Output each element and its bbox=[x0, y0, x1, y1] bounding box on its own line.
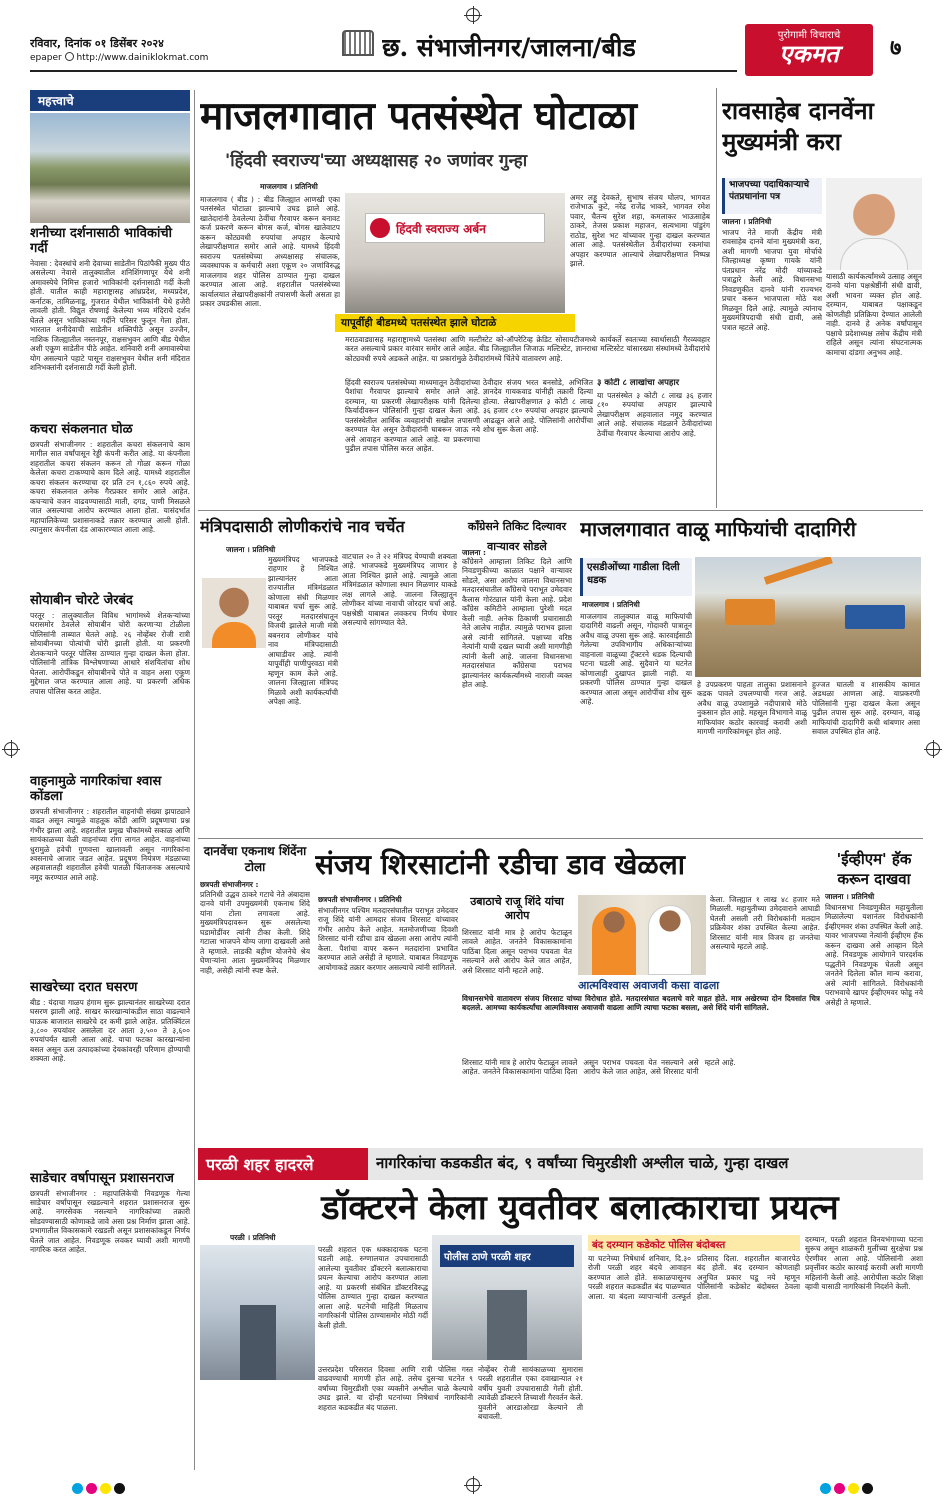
story-title: साखरेच्या दरात घसरण bbox=[30, 979, 138, 995]
candidate-right bbox=[648, 905, 692, 975]
excavator-body bbox=[725, 599, 775, 625]
page-number: ७ bbox=[890, 35, 902, 61]
lead-subdeck: ३ कोटी ८ लाखांचा अपहार bbox=[597, 378, 680, 388]
sand-byline: माजलगाव । प्रतिनिधी bbox=[582, 600, 640, 609]
police-station-photo bbox=[432, 1235, 582, 1360]
portrait-shirt bbox=[840, 238, 908, 270]
evm-body: विधानसभा निवडणुकीत महायुतीला मिळालेल्या यशानंतर विरोधकांनी ईव्हीएमवर शंका उपस्थित केली आहे. यावर भाजपच्या नेत्यांनी ईव्हीएम हॅक करून दाखवा असे आव्हान दिले आहे. निवडणूक आयोगाने पारदर्शक पद्धतीने निवडणूक घेतली असून जनतेने दिलेला कौल मान्य करावा, असे त्यांनी सांगितले. विरोधकांनी पराभवाचे खापर ईव्हीएमवर फोडू नये असेही ते म्हणाले. bbox=[825, 903, 923, 1007]
brand-logo bbox=[745, 24, 873, 76]
danve-portrait bbox=[826, 178, 922, 270]
story-body: छत्रपती संभाजीनगर : शहरातील वाहनांची संख्या झपाट्याने वाढत असून त्यामुळे वाहतूक कोंडी आणि प्रदूषणाचा प्रश्न गंभीर झाला आहे. शहरातील प्रमुख चौकांमध्ये सकाळ आणि सायंकाळच्या वेळी वाहनांच्या रांगा लागत आहेत. वाहनांच्या धुरामुळे हवेची गुणवत्ता खालावली असून नागरिकांना श्वसनाचे आजार जडत आहेत. प्रदूषण नियंत्रण मंडळाच्या अहवालातही शहरातील हवेची पातळी चिंताजनक असल्याचे नमूद करण्यात आले आहे. bbox=[30, 806, 190, 882]
parli-col-4: या घटनेच्या निषेधार्थ शनिवार, दि.३० रोजी परळी शहर बंदचे आवाहन करण्यात आले होते. सकाळपासूनच परळी शहरात कडकडीत बंद पाळण्यात आला. या बंदला व्यापाऱ्यांनी उत्स्फूर्त प्रतिसाद दिला. शहरातील बाजारपेठ बंद होती. बंद दरम्यान कोणताही अनुचित प्रकार घडू नये म्हणून पोलिसांनी कडेकोट बंदोबस्त ठेवला होता. bbox=[588, 1254, 800, 1301]
sand-deck: एसडीओंच्या गाडीला दिली धडक bbox=[587, 562, 680, 586]
candidates-photo bbox=[578, 895, 706, 975]
color-swatch-icon bbox=[862, 1483, 873, 1494]
temple-crowd-photo bbox=[30, 113, 190, 223]
parli-strip-label: परळी शहर हादरले bbox=[198, 1148, 368, 1180]
color-swatch-icon bbox=[72, 1483, 83, 1494]
sand-col-2: हे उपप्रकरण पाहता तालुका प्रशासनाने कडक पावले उचलण्याची गरज आहे. अवैध वाळू उपशामुळे नदीपात्राचे मोठे नुकसान होत आहे. महसूल विभागाने वाळू माफियांवर कठोर कारवाई करावी अशी मागणी नागरिकांमधून होत आहे. bbox=[697, 680, 807, 737]
danve-col-2: यासाठी कार्यकर्त्यांमध्ये उत्साह असून दानवे यांना पक्षश्रेष्ठींनी संधी द्यावी, अशी भावना व्यक्त होत आहे. दरम्यान, याबाबत पक्षाकडून कोणतीही प्रतिक्रिया देण्यात आलेली नाही. दानवे हे अनेक वर्षांपासून पक्षाचे प्रदेशाध्यक्ष तसेच केंद्रीय मंत्री राहिले असून त्यांना संघटनात्मक कामाचा दांडगा अनुभव आहे. bbox=[826, 272, 922, 357]
parli-headline: डॉक्टरने केला युवतीवर बलात्काराचा प्रयत्न bbox=[321, 1188, 839, 1228]
shirsat-col-4 bbox=[462, 1058, 820, 1140]
shirsat-deck: उबाठाचे राजू शिंदे यांचा आरोप bbox=[470, 895, 564, 922]
parli-byline: परळी । प्रतिनिधी bbox=[230, 1233, 276, 1242]
story-body: छत्रपती संभाजीनगर : शहरातील कचरा संकलनाचे काम मागील सात वर्षांपासून रेड्डी कंपनी करीत आहे. या कंपनीला शहरातील कचरा संकलन करून तो गोळा करून गोळा केलेला कचरा टाकण्याचे काम दिले आहे. यामध्ये शहरातील कचरा संकलन करण्याचा दर प्रति टन १,८६० रुपये आहे. कचरा संकलनात अनेक गैरप्रकार समोर आले आहेत. कचऱ्याचे वजन वाढवण्यासाठी माती, दगड, पाणी मिसळले जात असल्याचा आरोप करण्यात आला होता. यासंदर्भात महापालिकेच्या प्रशासनाकडे तक्रार करण्यात आली होती. त्यानुसार कंपनीला दंड आकारण्यात आला आहे. bbox=[30, 439, 190, 535]
lonikar-col-1: मुख्यमंत्रिपद भाजपकडे राहणार हे निश्चित झाल्यानंतर आता राज्यातील मंत्रिमंडळात कोणाला संधी मिळणार याबाबत चर्चा सुरू आहे. परतूर मतदारसंघातून विजयी झालेले माजी मंत्री बबनराव लोणीकर यांचे नाव मंत्रिपदासाठी आघाडीवर आहे. त्यांनी यापूर्वीही पाणीपुरवठा मंत्री म्हणून काम केले आहे. जालना जिल्ह्याला मंत्रिपद मिळावे अशी कार्यकर्त्यांची अपेक्षा आहे. bbox=[268, 555, 338, 707]
color-swatch-icon bbox=[848, 1483, 859, 1494]
epaper-label: epaper bbox=[30, 53, 62, 63]
danve-byline: जालना । प्रतिनिधी bbox=[722, 217, 772, 226]
lead-col-2: हिंदवी स्वराज्य पतसंस्थेच्या माध्यमातून ठेवीदारांच्या पैशांचा गैरवापर झाल्याचे समोर आले आहे. दरम्यान, या प्रकरणी लेखापरीक्षक यांनी दिलेल्या फिर्यादीवरून पोलिसांनी गुन्हा दाखल केला आहे. पतसंस्थेतील आर्थिक व्यवहारांची सखोल तपासणी करण्यात येत असून ठेवीदारांनी घाबरून जाऊ नये असे आवाहन करण्यात आले आहे. या प्रकरणाचा पुढील तपास पोलिस करत आहेत. bbox=[345, 378, 480, 454]
sand-col-3: हुज्जत घातली व शासकीय कामात अडथळा आणला आहे. याप्रकरणी पोलिसांनी गुन्हा दाखल केला असून पुढील तपास सुरू आहे. दरम्यान, वाळू माफियांची दादागिरी कधी थांबणार असा सवाल उपस्थित होत आहे. bbox=[812, 680, 920, 737]
shirsat-caption-body: विधानसभेचे वातावरण संजय शिरसाट यांच्या विरोधात होते. मतदारसंघात बदलाचे वारे वाहत होते. मात्र अखेरच्या दोन दिवसांत चित्र बदलले. आमच्या कार्यकर्त्यांचा आत्मविश्वास अवाजवी वाढला आणि त्याचा फटका बसला, असे शिंदे यांनी सांगितले. bbox=[462, 994, 820, 1013]
horizontal-rule bbox=[198, 510, 923, 511]
danve-shinde-byline: छत्रपती संभाजीनगर : bbox=[200, 880, 259, 889]
excavator-photo bbox=[695, 557, 921, 677]
shirsat-col-3: केला. जिल्ह्यात १ लाख ४८ हजार मते मिळाली. महायुतीच्या उमेदवाराने आघाडी घेतली असली तरी विरोधकांनी मतदान प्रक्रियेवर शंका उपस्थित केल्या आहेत. शिरसाट यांनी मात्र विजय हा जनतेचा असल्याचे म्हटले आहे. bbox=[710, 895, 820, 952]
evm-byline: जालना । प्रतिनिधी bbox=[825, 892, 875, 901]
station-door bbox=[487, 1290, 527, 1360]
parli-subhead: बंद दरम्यान कडेकोट पोलिस बंदोबस्त bbox=[592, 1240, 726, 1251]
registration-mark-icon bbox=[926, 742, 940, 756]
signboard-logo-icon bbox=[370, 218, 390, 238]
danve-deck: भाजपच्या पदाधिकाऱ्याचे पंतप्रधानांना पत्र bbox=[729, 180, 810, 202]
edition-logo-icon bbox=[342, 30, 374, 56]
left-column bbox=[30, 90, 190, 1470]
registration-mark-icon bbox=[466, 1478, 480, 1492]
parli-col-5: दरम्यान, परळी शहरात विनयभंगाच्या घटना सुरूच असून शाळकरी मुलींच्या सुरक्षेचा प्रश्न ऐरणीवर आला आहे. पोलिसांनी अशा प्रवृत्तींवर कठोर कारवाई करावी अशी मागणी महिलांनी केली आहे. आरोपीला कठोर शिक्षा व्हावी यासाठी नागरिकांनी निदर्शने केली. bbox=[805, 1235, 923, 1292]
lead-strip: मराठवाड्यासह महाराष्ट्रामध्ये पतसंस्था आणि मल्टीस्टेट को-ऑपरेटिव्ह क्रेडिट सोसायटीजमध्ये कार्यकर्ते स्वतःच्या स्वार्थासाठी गैरव्यवहार करत असल्याचे प्रकार वारंवार समोर आले आहेत. बीड जिल्ह्यातील जिजाऊ मल्टिस्टेट, ज्ञानराधा मल्टिस्टेट यांसारख्या संस्थांमध्ये ठेवीदारांचे कोट्यवधी रुपये अडकले आहेत. या प्रकारांमुळे ठेवीदारांमध्ये चिंतेचे वातावरण आहे. bbox=[345, 335, 710, 363]
lead-col-5-text: या पतसंस्थेत ३ कोटी ८ लाख ३६ हजार ८१० रुपयांचा अपहार झाल्याचे लेखापरीक्षण अहवालात नमूद करण्यात आले आहे. संचालक मंडळाने ठेवीदारांच्या ठेवींचा गैरवापर केल्याचा आरोप आहे. bbox=[597, 390, 712, 438]
shirsat-byline: छत्रपती संभाजीनगर । प्रतिनिधी bbox=[318, 895, 402, 904]
candidate-left bbox=[592, 907, 636, 975]
shirsat-headline: संजय शिरसाटांनी रडीचा डाव खेळला bbox=[315, 848, 685, 881]
parli-col-1: परळी शहरात एक धक्कादायक घटना घडली आहे. रुग्णालयात उपचारासाठी आलेल्या युवतीवर डॉक्टरने बलात्काराचा प्रयत्न केल्याचा आरोप करण्यात आला आहे. या प्रकरणी संबंधित डॉक्टरविरुद्ध पोलिस ठाण्यात गुन्हा दाखल करण्यात आला आहे. घटनेची माहिती मिळताच नागरिकांनी पोलिस ठाण्यासमोर मोठी गर्दी केली होती. bbox=[318, 1245, 428, 1330]
lead-divider bbox=[716, 88, 717, 508]
story-title: वाहनामुळे नागरिकांचा श्वास कोंडला bbox=[30, 773, 162, 804]
registration-mark-icon bbox=[466, 8, 480, 22]
shirsat-col-1: संभाजीनगर पश्चिम मतदारसंघातील पराभूत उमेदवार राजू शिंदे यांनी आमदार संजय शिरसाट यांच्यावर गंभीर आरोप केले आहेत. मतमोजणीच्या दिवशी शिरसाट यांनी रडीचा डाव खेळला असा आरोप त्यांनी केला. पैशांचा वापर करून मतदारांना प्रभावित करण्यात आले असेही ते म्हणाले. याबाबत निवडणूक आयोगाकडे तक्रार करणार असल्याचे त्यांनी सांगितले. bbox=[318, 906, 458, 972]
danve-shinde-headline: दानवेंचा एकनाथ शिंदेंना टोला bbox=[203, 844, 307, 875]
congress-headline-text: काँग्रेसने तिकिट दिल्यावर वाऱ्यावर सोडले bbox=[467, 520, 567, 553]
color-swatch-icon bbox=[834, 1483, 845, 1494]
congress-body: काँग्रेसने आम्हाला तिकिट दिले आणि निवडणुकीच्या काळात पक्षाने वाऱ्यावर सोडले, असा आरोप जालना विधानसभा मतदारसंघातील काँग्रेसचे पराभूत उमेदवार कैलास गोरंट्याल यांनी केला आहे. प्रदेश काँग्रेस कमिटीने आम्हाला पुरेशी मदत केली नाही. अनेक ठिकाणी प्रचारासाठी नेते आलेच नाहीत. त्यामुळे पराभव झाला असे त्यांनी सांगितले. पक्षाच्या वरिष्ठ नेत्यांनी याची दखल घ्यावी अशी मागणीही त्यांनी केली आहे. जालना विधानसभा मतदारसंघात काँग्रेसचा पराभव झाल्यानंतर कार्यकर्त्यांमध्ये नाराजी व्यक्त होत आहे. bbox=[462, 557, 572, 690]
lead-col-5 bbox=[597, 378, 712, 508]
header-rule bbox=[30, 70, 737, 72]
story-title: सोयाबीन चोरटे जेरबंद bbox=[30, 592, 133, 608]
credit-society-photo bbox=[345, 193, 565, 313]
lead-subhead: 'हिंदवी स्वराज्य'च्या अध्यक्षासह २० जणांवर गुन्हा bbox=[225, 151, 528, 171]
photo-caption-banner bbox=[335, 314, 575, 332]
globe-icon bbox=[65, 52, 74, 61]
story-body: छत्रपती संभाजीनगर : महापालिकेची निवडणूक गेल्या साडेचार वर्षांपासून रखडल्याने शहरात प्रशासनराज सुरू आहे. नगरसेवक नसल्याने नागरिकांच्या तक्रारी सोडवण्यासाठी कोणाकडे जावे असा प्रश्न निर्माण झाला आहे. प्रभागातील विकासकामे रखडली असून प्रशासकांकडून निर्णय घेतले जात आहेत. निवडणूक लवकर घ्यावी अशी मागणी नागरिक करत आहेत. bbox=[30, 1188, 190, 1255]
signboard-text: हिंदवी स्वराज्य अर्बन bbox=[396, 222, 486, 236]
color-swatch-icon bbox=[114, 1483, 125, 1494]
parli-col-2: उत्तरप्रदेश परिसरात दिवसा आणि रात्री पोलिस गस्त वाढवण्याची मागणी होत आहे. तसेच दुसऱ्या घटनेत ९ वर्षांच्या चिमुरडीशी एका व्यक्तीने अश्लील चाळे केल्याचे उघड झाले. या दोन्ही घटनांच्या निषेधार्थ नागरिकांनी शहरात कडकडीत बंद पाळला. bbox=[318, 1365, 473, 1412]
sand-col-1: माजलगाव तालुक्यात वाळू माफियांची दादागिरी वाढली असून, गोदावरी पात्रातून अवैध वाळू उपसा सुरू आहे. कारवाईसाठी गेलेल्या उपविभागीय अधिकाऱ्यांच्या वाहनाला वाळूच्या ट्रॅक्टरने धडक दिल्याची घटना घडली आहे. सुदैवाने या घटनेत कोणालाही दुखापत झाली नाही. या प्रकरणी पोलिस ठाण्यात गुन्हा दाखल करण्यात आला असून आरोपींचा शोध सुरू आहे. bbox=[580, 612, 692, 707]
color-swatch-icon bbox=[86, 1483, 97, 1494]
edition-title: छ. संभाजीनगर/जालना/बीड bbox=[382, 33, 636, 62]
horizontal-rule bbox=[198, 838, 923, 839]
story-title: कचरा संकलनात घोळ bbox=[30, 421, 133, 437]
website-link[interactable]: http://www.dainiklokmat.com bbox=[76, 53, 209, 63]
shirsat-col-4-text: शिरसाट यांनी मात्र हे आरोप फेटाळून लावले आहेत. जनतेने विकासकामांना पाठिंबा दिला असून पराभव पचवता येत नसल्याने असे आरोप केले जात आहेत, असे शिरसाट यांनी म्हटले आहे. bbox=[462, 1058, 736, 1077]
color-swatch-icon bbox=[100, 1483, 111, 1494]
photo-caption: यापूर्वीही बीडमध्ये पतसंस्थेत झाले घोटाळे bbox=[341, 317, 497, 329]
truck bbox=[845, 605, 905, 629]
society-signboard bbox=[365, 213, 545, 243]
color-swatch-icon bbox=[820, 1483, 831, 1494]
lonikar-headline: मंत्रिपदासाठी लोणीकरांचे नाव चर्चेत bbox=[200, 517, 405, 536]
shirsat-col-2: शिरसाट यांनी मात्र हे आरोप फेटाळून लावले आहेत. जनतेने विकासकामांना पाठिंबा दिला असून पराभव पचवता येत नसल्याने असे आरोप केले जात आहेत, असे शिरसाट यांनी म्हटले आहे. bbox=[462, 928, 572, 975]
issue-date: रविवार, दिनांक ०१ डिसेंबर २०२४ bbox=[30, 37, 164, 50]
sand-deck-box bbox=[580, 558, 692, 596]
station-sign-text: पोलीस ठाणे परळी शहर bbox=[444, 1252, 531, 1263]
lead-byline: माजलगाव । प्रतिनिधी bbox=[260, 182, 318, 191]
story-body: परतूर : तालुक्यातील विविध भागांमध्ये शेतकऱ्यांच्या घरासमोर ठेवलेले सोयाबीन चोरी करणाऱ्या टोळीला पोलिसांनी ताब्यात घेतले आहे. २६ नोव्हेंबर रोजी रात्री सोयाबीनच्या पोत्यांची चोरी झाली होती. या प्रकरणी शेतकऱ्याने परतूर पोलिस ठाण्यात गुन्हा दाखल केला होता. पोलिसांनी तांत्रिक विश्लेषणाच्या आधारे संशयितांचा शोध घेतला. आरोपींकडून सोयाबीनचे पोते व वाहन असा एकूण मुद्देमाल जप्त करण्यात आला आहे. या प्रकरणी अधिक तपास पोलिस करत आहेत. bbox=[30, 610, 190, 696]
lonikar-byline: जालना । प्रतिनिधी bbox=[226, 545, 276, 554]
shirsat-caption: आत्मविश्वास अवाजवी कसा वाढला bbox=[578, 979, 720, 992]
lead-col-3: अमर लड्डू देवकते, सुभाष संजय घोलप, भागवत राजेभाऊ कुटे, नरेंद्र राजेंद्र भाकरे, भागवत रमेश पवार, चैतन्य सुरेश शहा, कमलाकर भाऊसाहेब ठाकरे, तेजस प्रकाश महाजन, सत्यभामा पांडुरंग राठोड, सुरेश भट यांच्यावर गुन्हा दाखल करण्यात आला आहे. पतसंस्थेतील ठेवीदारांच्या रकमांचा अपहार करण्यात आल्याचे लेखापरीक्षणात निष्पन्न झाले. bbox=[570, 193, 710, 269]
parli-strip-text: नागरिकांचा कडकडीत बंद, ९ वर्षांच्या चिमुरडीशी अश्लील चाळे, गुन्हा दाखल bbox=[376, 1154, 789, 1172]
left-divider bbox=[194, 90, 195, 1470]
excavator-arm bbox=[764, 557, 833, 585]
registration-mark-icon bbox=[4, 742, 18, 756]
clinic-door bbox=[240, 1305, 276, 1380]
danve-deck-box bbox=[722, 178, 822, 214]
story-title: शनीच्या दर्शनासाठी भाविकांची गर्दी bbox=[30, 226, 173, 256]
parli-subhead-bar bbox=[588, 1235, 800, 1251]
congress-byline: जालना : bbox=[462, 548, 486, 557]
danve-headline: रावसाहेब दानवेंना मुख्यमंत्री करा bbox=[722, 96, 874, 157]
epaper-line bbox=[30, 52, 208, 63]
parli-strip bbox=[198, 1148, 923, 1180]
story-title: साडेचार वर्षापासून प्रशासनराज bbox=[30, 1170, 174, 1186]
station-signboard bbox=[440, 1245, 574, 1267]
sand-headline: माजलगावात वाळू माफियांची दादागिरी bbox=[580, 517, 856, 541]
lead-headline: माजलगावात पतसंस्थेत घोटाळा bbox=[200, 93, 637, 139]
doctor-clinic-photo bbox=[200, 1245, 315, 1380]
brand-tagline: पुरोगामी विचाराचे bbox=[777, 30, 841, 41]
lonikar-col-2: वाटचाल २० ते २२ मंत्रिपद येण्याची शक्यता आहे. भाजपकडे मुख्यमंत्रिपद जाणार हे आता निश्चित झाले आहे. त्यामुळे आता मंत्रिमंडळात कोणाला स्थान मिळणार याकडे लक्ष लागले आहे. जालना जिल्ह्यातून लोणीकर यांच्या नावाची जोरदार चर्चा आहे. पक्षश्रेष्ठी याबाबत लवकरच निर्णय घेणार असल्याचे सांगण्यात येते. bbox=[342, 552, 457, 628]
danve-col-1: भाजप नेते माजी केंद्रीय मंत्री रावसाहेब दानवे यांना मुख्यमंत्री करा, अशी मागणी भाजपा युवा मोर्चाचे जिल्हाध्यक्ष कृष्णा गायके यांनी पंतप्रधान नरेंद्र मोदी यांच्याकडे पत्राद्वारे केली आहे. विधानसभा निवडणुकीत दानवे यांनी राज्यभर प्रचार करून भाजपाला मोठे यश मिळवून दिले आहे. त्यामुळे त्यांनाच मुख्यमंत्रिपदाची संधी द्यावी, असे पत्रात म्हटले आहे. bbox=[722, 228, 822, 332]
evm-headline: 'ईव्हीएम' हॅक करून दाखवा bbox=[836, 850, 912, 888]
section-tag: महत्त्वाचे bbox=[30, 90, 190, 111]
story-body: नेवासा : देवस्थांचे शनी देवाच्या साडेतीन पिठांपैकी मुख्य पीठ असलेल्या नेवासे तालुक्यातील शनिशिंगणापूर येथे शनी अमावस्येचे निमित्त हजारो भाविकांनी दर्शनासाठी गर्दी केली होती. यातील काही महाराष्ट्रासह आंध्रप्रदेश, मध्यप्रदेश, कर्नाटक, तामिळनाडू, गुजरात येथील भाविकांनी येथे हजेरी लावली होती. विद्युत रोषणाई केलेल्या भव्य मंदिराचे दर्शन घेतले असून भाविकांच्या गर्दीने परिसर फुलून गेला होता. भारतात शनीदेवाची साडेतीन शक्तिपीठे असून उज्जैन, नाशिक जिल्ह्यातील नस्तनपूर, राक्षसभुवन आणि बीड येथील अशी एकूण साडेतीन पीठे आहेत. शनिवारी शनी अमावास्येचा योग असल्याने पहाटे पासून राक्षसभुवन येथील शनी मंदिरात शनिभक्तांनी दर्शनासाठी गर्दी केली होती. bbox=[30, 258, 190, 373]
lead-col-4: ठेवीदार संजय भरत बनसोडे, अभिजित ज्ञानदेव गायकवाड यांनीही तक्रारी दिल्या होत्या. लेखापरीक्षणात ३ कोटी ८ लाख ३६ हजार ८१० रुपयांचा अपहार झाल्याचे आढळून आले आहे. पोलिसांनी आरोपींचा शोध सुरू केला आहे. bbox=[483, 378, 593, 435]
story-body: बीड : यंदाचा गाळप हंगाम सुरू झाल्यानंतर साखरेच्या दरात घसरण झाली आहे. साखर कारखान्यांकडील साठा वाढल्याने घाऊक बाजारात साखरेचे दर कमी झाले आहेत. प्रतिक्विंटल ३,८०० रुपयांवर असलेला दर आता ३,५०० ते ३,६०० रुपयांपर्यंत खाली आला आहे. याचा फटका कारखान्यांना बसत असून ऊस उत्पादकांच्या देयकांवरही परिणाम होण्याची शक्यता आहे. bbox=[30, 997, 190, 1064]
lead-col-1: माजलगाव ( बीड ) : बीड जिल्ह्यात आणखी एका पतसंस्थेत घोटाळा झाल्याचे उघड झाले आहे. खातेदारांनी ठेवलेल्या ठेवींचा गैरवापर करून बनावट कर्ज प्रकरणे करून बोगस कर्ज, बोगस खातेवाटप करून कोट्यवधी रुपयांचा अपहार केल्याचे लेखापरीक्षणात समोर आले आहे. यामध्ये हिंदवी स्वराज्य पतसंस्थेच्या अध्यक्षासह संचालक, व्यवस्थापक व कर्मचारी अशा एकूण २० जणांविरुद्ध माजलगाव शहर पोलिस ठाण्यात गुन्हा दाखल करण्यात आला आहे. शहरातील पतसंस्थेच्या कार्यालयात लेखापरीक्षकांनी तपासणी केली असता हा प्रकार उघडकीस आला. bbox=[200, 195, 340, 309]
brand-name: एकमत bbox=[779, 40, 839, 68]
parli-col-3: नोव्हेंबर रोजी सायंकाळच्या सुमारास परळी शहरातील एका दवाखान्यात २१ वर्षीय युवती उपचारासाठी गेली होती. त्यावेळी डॉक्टरने तिच्याशी गैरवर्तन केले. युवतीने आरडाओरडा केल्याने ती बचावली. bbox=[478, 1365, 583, 1422]
danve-shinde-body: प्रतिनिधी उद्धव ठाकरे गटाचे नेते अंबादास दानवे यांनी उपमुख्यमंत्री एकनाथ शिंदे यांना टोला लगावला आहे. मुख्यमंत्रिपदावरून सुरू असलेल्या घडामोडींवर त्यांनी टीका केली. शिंदे गटाला भाजपने योग्य जागा दाखवली असे ते म्हणाले. लाडकी बहीण योजनेचे श्रेय घेणाऱ्यांना आता मुख्यमंत्रिपद मिळणार नाही, असेही त्यांनी स्पष्ट केले. bbox=[200, 890, 310, 975]
